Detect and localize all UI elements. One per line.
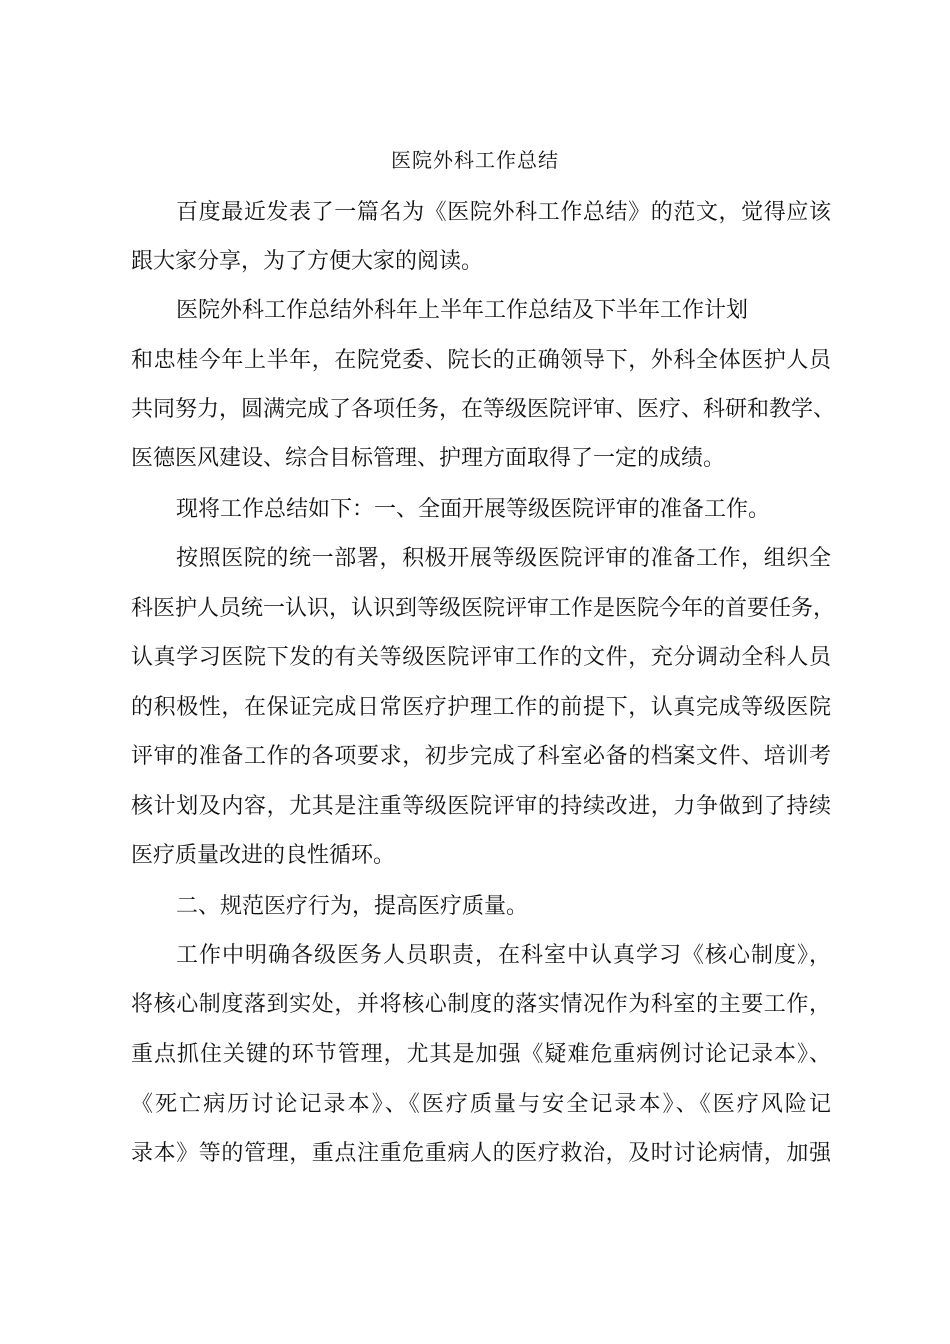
paragraph-line: 百度最近发表了一篇名为《医院外科工作总结》的范文，觉得应该 [176, 200, 831, 225]
section-heading: 二、规范医疗行为，提高医疗质量。 [176, 894, 529, 919]
paragraph-line: 科医护人员统一认识，认识到等级医院评审工作是医院今年的首要任务， [131, 596, 836, 621]
paragraph-line: 共同努力，圆满完成了各项任务，在等级医院评审、医疗、科研和教学、 [131, 397, 836, 422]
paragraph-line: 将核心制度落到实处，并将核心制度的落实情况作为科室的主要工作， [131, 992, 831, 1017]
paragraph-line: 录本》等的管理，重点注重危重病人的医疗救治，及时讨论病情，加强 [131, 1141, 831, 1166]
paragraph-line: 医院外科工作总结外科年上半年工作总结及下半年工作计划 [176, 298, 749, 323]
paragraph-line: 和忠桂今年上半年，在院党委、院长的正确领导下，外科全体医护人员 [131, 348, 831, 373]
paragraph-line: 核计划及内容，尤其是注重等级医院评审的持续改进，力争做到了持续 [131, 794, 831, 819]
paragraph-line: 认真学习医院下发的有关等级医院评审工作的文件，充分调动全科人员 [131, 645, 831, 670]
paragraph-line: 现将工作总结如下：一、全面开展等级医院评审的准备工作。 [176, 497, 771, 522]
paragraph-line: 的积极性，在保证完成日常医疗护理工作的前提下，认真完成等级医院 [131, 695, 831, 720]
paragraph-line: 评审的准备工作的各项要求，初步完成了科室必备的档案文件、培训考 [131, 744, 831, 769]
paragraph-line: 跟大家分享，为了方便大家的阅读。 [131, 249, 484, 274]
paragraph-line: 工作中明确各级医务人员职责，在科室中认真学习《核心制度》， [176, 943, 831, 968]
paragraph-line: 《死亡病历讨论记录本》、《医疗质量与安全记录本》、《医疗风险记 [131, 1092, 831, 1117]
paragraph-line: 重点抓住关键的环节管理，尤其是加强《疑难危重病例讨论记录本》、 [131, 1042, 831, 1067]
document-title: 医院外科工作总结 [391, 148, 559, 172]
paragraph-line: 医疗质量改进的良性循环。 [131, 843, 396, 868]
paragraph-line: 按照医院的统一部署，积极开展等级医院评审的准备工作，组织全 [176, 546, 831, 571]
paragraph-line: 医德医风建设、综合目标管理、护理方面取得了一定的成绩。 [131, 446, 726, 471]
